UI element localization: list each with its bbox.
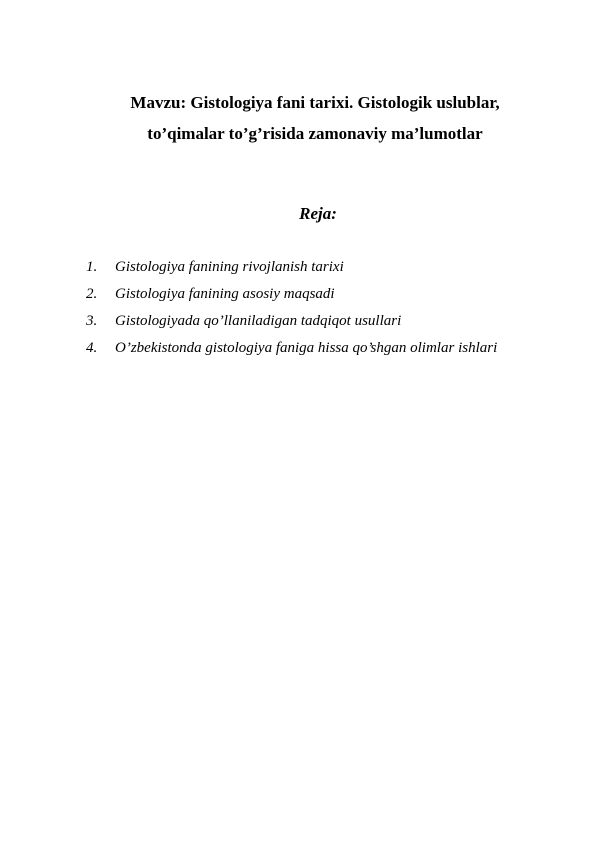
- plan-item-text: Gistologiyada qo’llaniladigan tadqiqot usullari: [115, 313, 402, 329]
- plan-item-number: 3.: [86, 313, 98, 329]
- plan-heading: Reja:: [299, 204, 337, 223]
- title-line-2: to’qimalar to’g’risida zamonaviy ma’lumotlar: [147, 124, 483, 143]
- plan-item-number: 4.: [86, 340, 98, 356]
- title-line-1: Mavzu: Gistologiya fani tarixi. Gistologik uslublar,: [130, 93, 500, 112]
- plan-item-text: Gistologiya fanining asosiy maqsadi: [115, 286, 335, 302]
- plan-item-number: 2.: [86, 286, 98, 302]
- plan-item-number: 1.: [86, 259, 98, 275]
- plan-item-text: O’zbekistonda gistologiya faniga hissa qo’shgan olimlar ishlari: [115, 340, 498, 356]
- plan-item-text: Gistologiya fanining rivojlanish tarixi: [115, 259, 344, 275]
